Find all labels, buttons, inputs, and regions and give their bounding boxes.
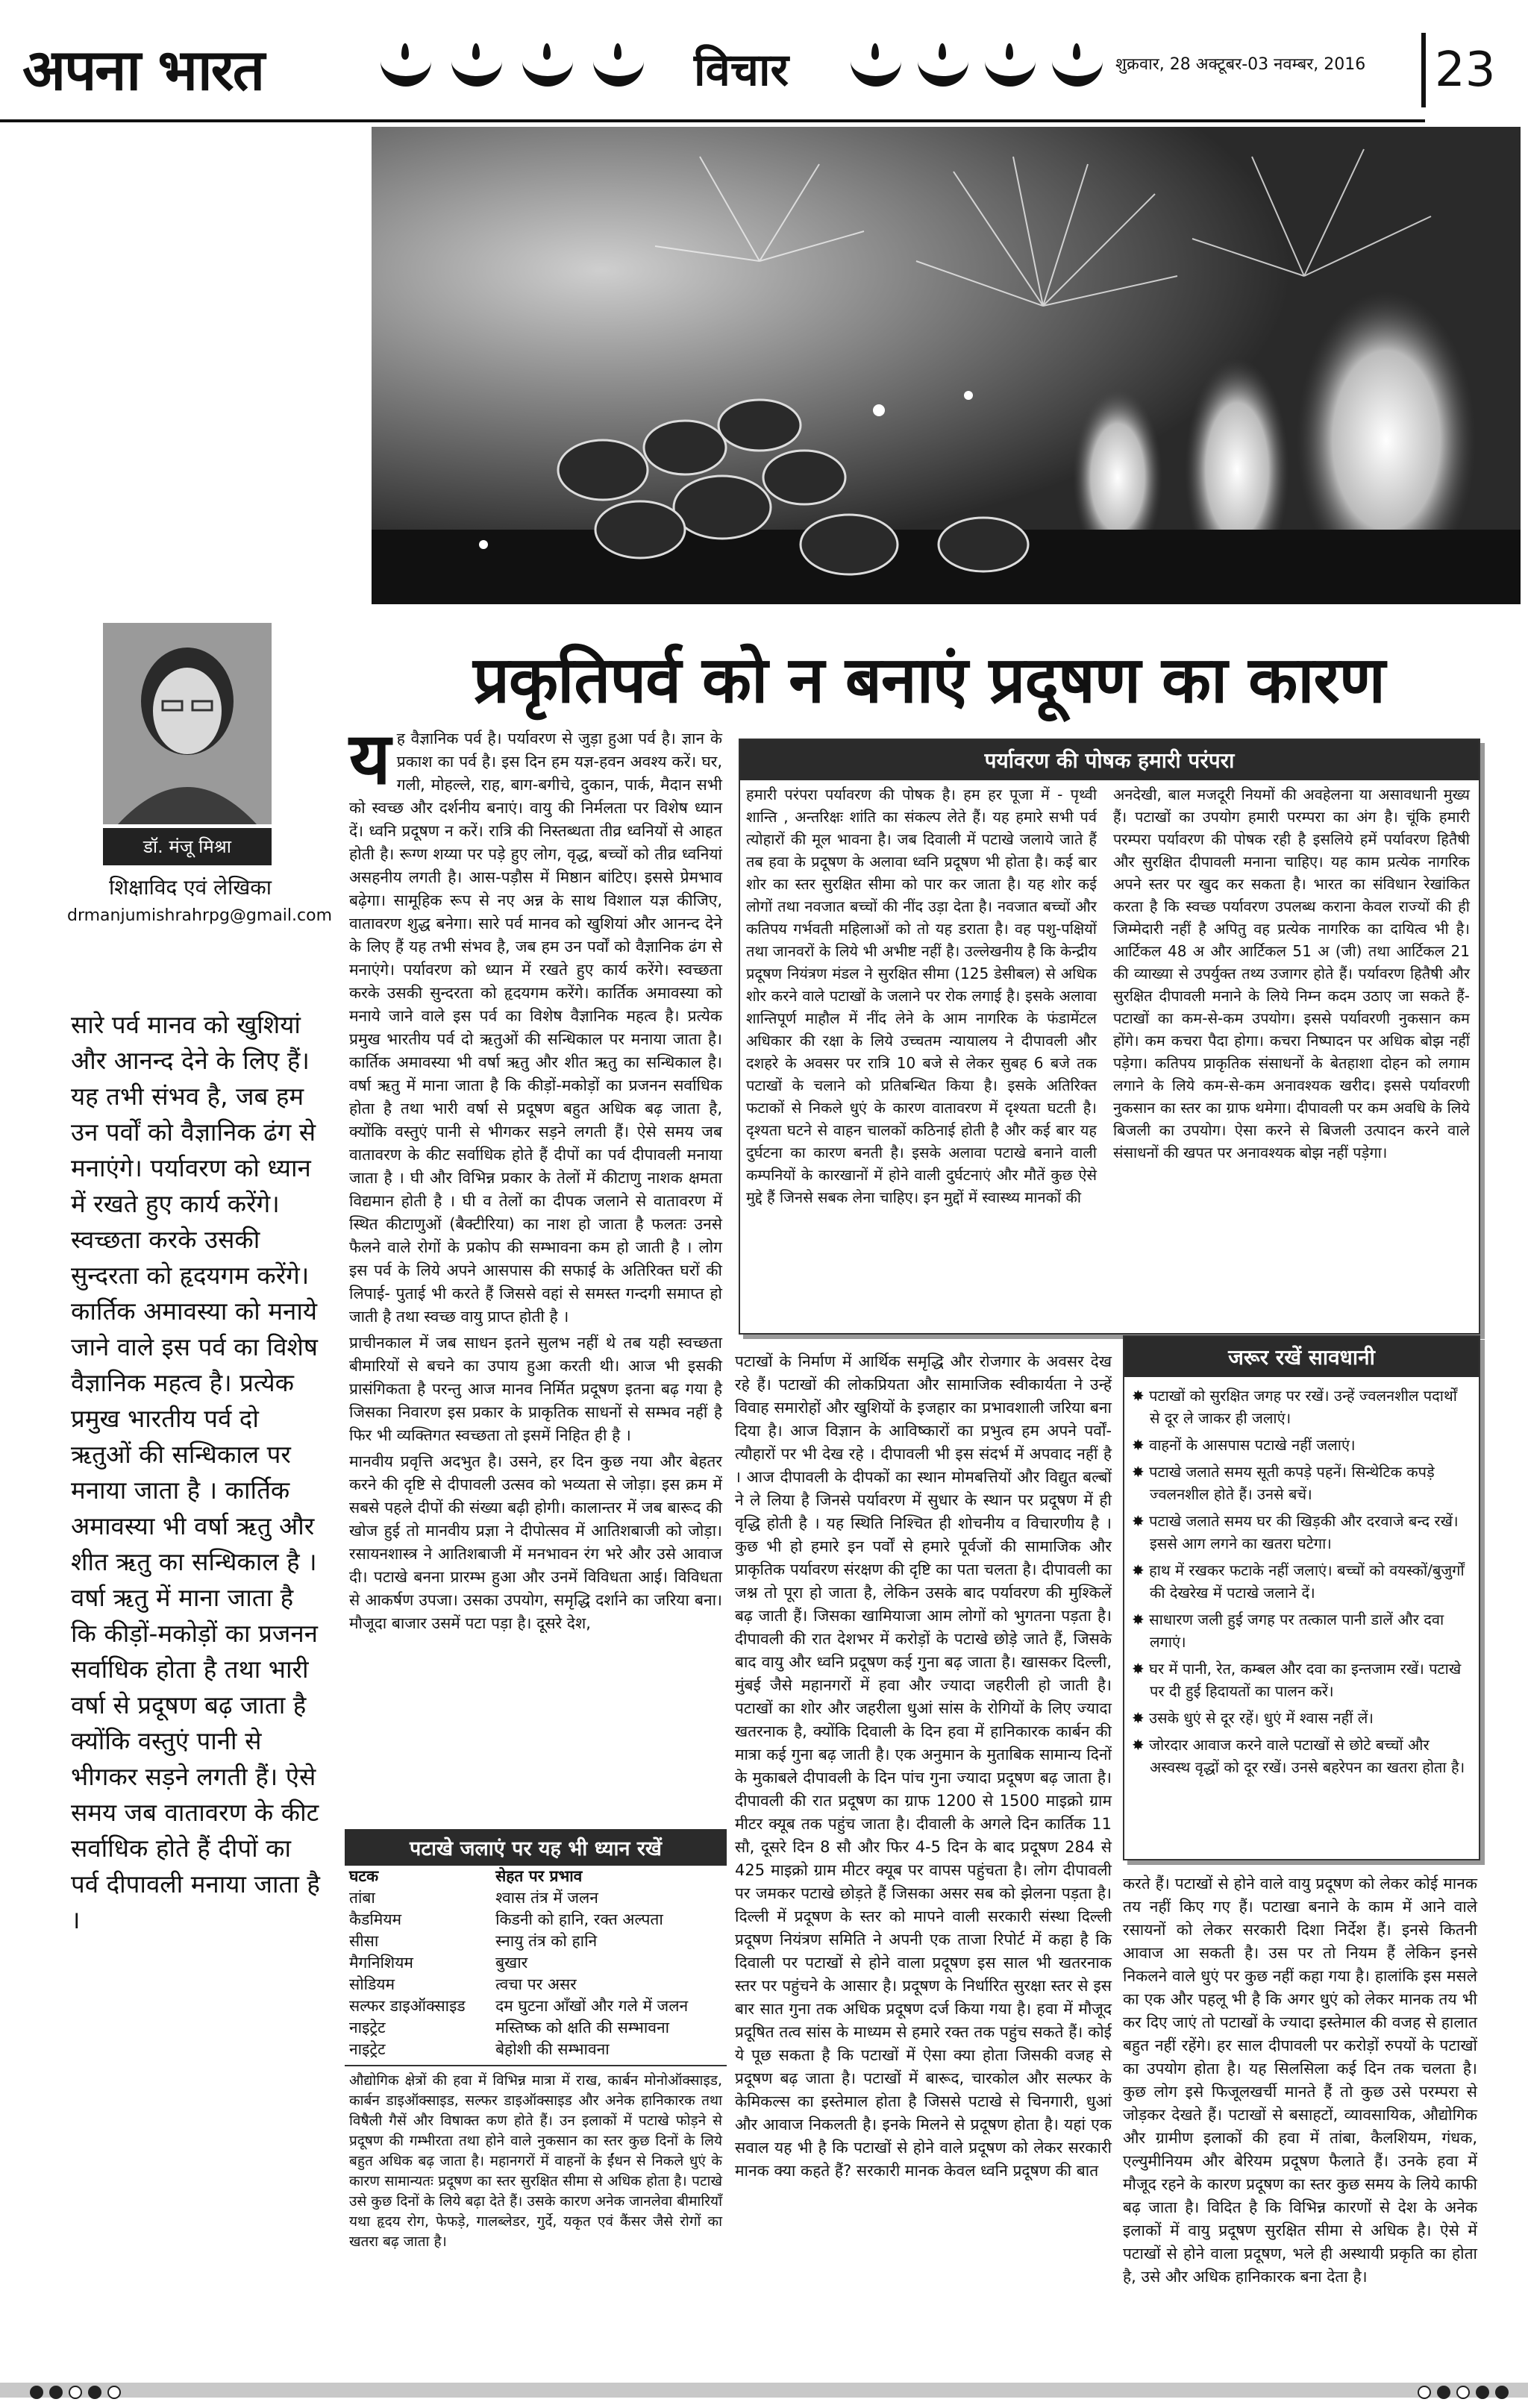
- star-bullet-icon: ✸: [1132, 1611, 1150, 1628]
- component-cell: नाइट्रेट: [349, 2019, 386, 2037]
- article-column-2: पटाखों के निर्माण में आर्थिक समृद्धि और रोजगार के अवसर देख रहे हैं। पटाखों की लोकप्रियता और सामाजिक स्वीकार्यता ने उन्हें विवाह समारोहों और खुशियों के इजहार का प्रभावशाली जरिया बना दिया है। आज विज्ञान के आविष्कारों का प्रभुत्व हम अपने पर्वों-त्यौहारों पर भी देख रहे । दीपावली भी इस संदर्भ में अपवाद नहीं है । आज दीपावली के दीपकों का स्थान मोमबत्तियों और विद्युत बल्बों ने ले लिया है जिनसे पर्यावरण में सुधार के स्थान पर प्रदूषण में ही वृद्धि होती है । यह स्थिति निश्चित ही शोचनीय व विचारणीय है । कुछ भी हो हमारे इन पर्वों से हमारे पूर्वजों की सामाजिक और प्राकृतिक पर्यावरण संरक्षण की दृष्टि का पता चलता है। दीपावली का जश्न तो पूरा हो जाता है, लेकिन उसके बाद पर्यावरण की मुश्किलें बढ़ जाती हैं। जिसका खामियाजा आम लोगों को भुगतना पड़ता है। दीपावली की रात देशभर में करोड़ों के पटाखे छोड़े जाते हैं, जिसके बाद वायु और ध्वनि प्रदूषण कई गुना बढ़ जाता है। खासकर दिल्ली, मुंबई जैसे महानगरों में हवा और ज्यादा जहरीली हो जाती है। पटाखों का शोर और जहरीला धुआं सांस के रोगियों के लिए ज्यादा खतरनाक है, क्योंकि दिवाली के दिन हवा में हानिकारक कार्बन की मात्रा कई गुना बढ़ जाती है। एक अनुमान के मुताबिक सामान्य दिनों के मुकाबले दीपावली के दिन पांच गुना ज्यादा प्रदूषण बढ़ जाता है। दीपावली की रात प्रदूषण का ग्राफ 1200 से 1500 माइक्रो ग्राम मीटर क्यूब तक पहुंच जाता है। दीवाली के अगले दिन कार्तिक 11 सौ, दूसरे दिन 8 सौ और फिर 4-5 दिन के बाद प्रदूषण 284 से 425 माइक्रो ग्राम मीटर क्यूब पर वापस पहुंचता है। लोग दीपावली पर जमकर पटाखे छोड़ते हैं जिसका असर सब को झेलना पड़ता है। दिल्ली में प्रदूषण के स्तर को मापने वाली सरकारी संस्था दिल्ली प्रदूषण नियंत्रण समिति ने अपनी एक ताजा रिपोर्ट में कहा है कि दिवाली पर पटाखों से होने वाला प्रदूषण इस साल भी खतरनाक स्तर पर पहुंचने के आसार है। प्रदूषण के निर्धारित सुरक्षा स्तर से इस बार सात गुना तक अधिक प्रदूषण दर्ज किया गया है। हवा में मौजूद प्रदूषित तत्व सांस के माध्यम से हमारे रक्त तक पहुंच सकते हैं। कोई ये पूछ सकता है कि पटाखों में ऐसा क्या होता जिसकी वजह से प्रदूषण बढ़ जाता है। पटाखों में बारूद, चारकोल और सल्फर के केमिकल्स का इस्तेमाल होता है जिससे पटाखे से चिनगारी, धुआं और आवाज निकलती है। इनके मिलने से प्रदूषण होता है। यहां एक सवाल यह भी है कि पटाखों से होने वाले प्रदूषण को लेकर सरकारी मानक क्या कहते हैं? सरकारी मानक केवल ध्वनि प्रदूषण की बात: [735, 1352, 1112, 2180]
- footer-dot: [1476, 2386, 1489, 2399]
- tip-text: हाथ में रखकर फटाके नहीं जलाएं। बच्चों को वयस्कों/बुजुर्गों की देखरेख में पटाखे जलाने दें।: [1149, 1561, 1465, 1602]
- component-cell: कैडमियम: [349, 1910, 402, 1928]
- tip-item: [1132, 1608, 1471, 1653]
- footer-dot: [1456, 2386, 1470, 2399]
- footer-dot: [69, 2386, 82, 2399]
- diya-ornament-right: [851, 43, 1119, 88]
- tip-text: जोरदार आवाज करने वाले पटाखों से छोटे बच्चों और अस्वस्थ वृद्धों को दूर रखें। उनसे बहरेपन का खतरा होता है।: [1149, 1736, 1465, 1776]
- component-cell: सल्फर डाइऑक्साइड: [349, 1997, 466, 2015]
- tip-text: वाहनों के आसपास पटाखे नहीं जलाएं।: [1149, 1436, 1356, 1454]
- table-row: [345, 1995, 727, 2017]
- toxins-box: [345, 1829, 727, 2374]
- toxins-note: औद्योगिक क्षेत्रों की हवा में विभिन्न मात्रा में राख, कार्बन मोनोऑक्साइड, कार्बन डाइऑक्साइड, सल्फर डाइऑक्साइड और अनेक हानिकारक तथा विषैली गैसें और विषाक्त कण होते हैं। उन इलाकों में पटाखे फोड़ने से प्रदूषण की गम्भीरता तथा होने वाले नुकसान का स्तर कुछ दिनों के लिये बहुत अधिक बढ़ जाता है। महानगरों में वाहनों के ईंधन से निकले धुएं के कारण सामान्यतः प्रदूषण का स्तर सुरक्षित सीमा से अधिक होता है। पटाखे उसे कुछ दिनों के लिये बढ़ा देते हैं। उसके कारण अनेक जानलेवा बीमारियाँ यथा हृदय रोग, फेफड़े, गालब्लेडर, गुर्दे, यकृत एवं कैंसर जैसे रोगों का खतरा बढ़ जाता है।: [345, 2065, 727, 2252]
- tip-item: [1132, 1510, 1471, 1555]
- author-name: डॉ. मंजू मिश्रा: [103, 828, 272, 865]
- footer-dot: [1495, 2386, 1509, 2399]
- issue-date: शुक्रवार, 28 अक्टूबर-03 नवम्बर, 2016: [1115, 55, 1366, 74]
- table-row: [345, 1909, 727, 1931]
- paragraph: प्राचीनकाल में जब साधन इतने सुलभ नहीं थे तब यही स्वच्छता बीमारियों से बचने का उपाय हुआ करती थी। आज भी इसकी प्रासंगिकता है परन्तु आज मानव निर्मित प्रदूषण इतना बढ़ गया है जिसका निवारण इस प्रकार के प्राकृतिक साधनों से सम्भव नहीं है फिर भी व्यक्तिगत स्वच्छता तो इसमें निहित ही है ।: [349, 1334, 722, 1444]
- author-portrait: [103, 623, 272, 824]
- effect-cell: स्नायु तंत्र को हानि: [495, 1932, 598, 1950]
- tip-text: पटाखे जलाते समय घर की खिड़की और दरवाजे बन्द रखें। इससे आग लगने का खतरा घटेगा।: [1149, 1512, 1459, 1552]
- col-header-effect: सेहत पर प्रभाव: [495, 1867, 583, 1885]
- component-cell: सोडियम: [349, 1975, 395, 1993]
- effect-cell: किडनी को हानि, रक्त अल्पता: [495, 1910, 663, 1928]
- toxins-table: [345, 1866, 727, 2060]
- tip-item: [1132, 1434, 1471, 1456]
- article-column-1: [349, 717, 722, 1638]
- tip-item: [1132, 1707, 1471, 1729]
- component-cell: नाइट्रेट: [349, 2040, 386, 2058]
- safety-tips-title: जरूर रखें सावधानी: [1124, 1337, 1479, 1377]
- footer-dot: [1437, 2386, 1450, 2399]
- table-row: [345, 1952, 727, 1974]
- effect-cell: बुखार: [495, 1954, 528, 1972]
- tip-text: साधारण जली हुई जगह पर तत्काल पानी डालें और दवा लगाएं।: [1149, 1611, 1444, 1651]
- author-role: शिक्षाविद एवं लेखिका: [108, 875, 272, 900]
- paragraph: मानवीय प्रवृत्ति अदभुत है। उसने, हर दिन कुछ नया और बेहतर करने की दृष्टि से दीपावली उत्सव को भव्यता से जोड़ा। इस क्रम में सबसे पहले दीपों की संख्या बढ़ी होगी। कालान्तर में जब बारूद की खोज हुई तो मानवीय प्रज्ञा ने दीपोत्सव में आतिशबाजी को जोड़ा। रसायनशास्त्र ने आतिशबाजी में मनभावन रंग भरे और उसे आवाज दी। पटाखे बनना प्रारम्भ हुआ और उनमें विविधता आई। विविधता से आकर्षण उपजा। उसका उपयोग, समृद्धि दर्शाने का जरिया बना। मौजूदा बाजार उसमें पटा पड़ा है। दूसरे देश,: [349, 1452, 722, 1632]
- masthead-rule: [0, 119, 1425, 122]
- effect-cell: दम घुटना आँखों और गले में जलन: [495, 1997, 689, 2015]
- effect-cell: मस्तिष्क को क्षति की सम्भावना: [495, 2019, 670, 2037]
- star-bullet-icon: ✸: [1132, 1387, 1150, 1405]
- star-bullet-icon: ✸: [1132, 1512, 1150, 1530]
- component-cell: मैगनिशियम: [349, 1954, 413, 1972]
- page-number: 23: [1421, 33, 1517, 107]
- footer-dot: [49, 2386, 63, 2399]
- star-bullet-icon: ✸: [1132, 1561, 1150, 1579]
- tip-text: पटाखों को सुरक्षित जगह पर रखें। उन्हें ज्वलनशील पदार्थों से दूर ले जाकर ही जलाएं।: [1149, 1387, 1457, 1427]
- table-row: [345, 1931, 727, 1952]
- tip-item: [1132, 1734, 1471, 1778]
- tradition-right-column: अनदेखी, बाल मजदूरी नियमों की अवहेलना या असावधानी मुख्य हैं। पटाखों का उपयोग हमारी परम्परा का अंग है। चूंकि हमारी परम्परा पर्यावरण की पोषक रही है इसलिये हमें पर्यावरण हितैषी और सुरक्षित दीपावली मनाना चाहिए। यह काम प्रत्येक नागरिक अपने स्तर पर खुद कर सकता है। भारत का संविधान रेखांकित करता है कि स्वच्छ पर्यावरण उपलब्ध कराना केवल राज्यों की ही जिम्मेदारी नहीं है अपितु वह प्रत्येक नागरिक का दायित्व भी है। आर्टिकल 48 अ और आर्टिकल 51 अ (जी) तथा आर्टिकल 21 की व्याख्या से उपर्युक्त तथ्य उजागर होते हैं। पर्यावरण हितैषी और सुरक्षित दीपावली मनाने के लिये निम्न कदम उठाए जा सकते हैं- पटाखों का कम-से-कम उपयोग। इससे पर्यावरणी नुकसान कम होंगे। कम कचरा पैदा होगा। कचरा निष्पादन पर अधिक बोझ नहीं पड़ेगा। कतिपय प्राकृतिक संसाधनों के बेतहाशा दोहन को लगाम लगाने के लिये कम-से-कम अनावश्यक खरीद। इससे पर्यावरणी नुकसान का स्तर का ग्राफ थमेगा। दीपावली पर कम अवधि के लिये बिजली का उपयोग। ऐसा करने से बिजली उत्पादन करने वाले संसाधनों की खपत पर अनावश्यक बोझ नहीं पड़ेगा।: [1113, 786, 1470, 1161]
- col-header-component: घटक: [349, 1867, 379, 1885]
- tradition-left-column: हमारी परंपरा पर्यावरण की पोषक है। हम हर पूजा में - पृथ्वी शान्ति , अन्तरिक्षः शांति का संकल्प लेते हैं। यह हमारे सभी पर्व त्योहारों की मूल भावना है। जब दिवाली में पटाखे जलाये जाते हैं तब हवा के प्रदूषण के अलावा ध्वनि प्रदूषण भी होता है। कई बार शोर का स्तर सुरक्षित सीमा को पार कर जाता है। यह शोर कई लोगों तथा नवजात बच्चों की नींद उड़ा देता है। नवजात बच्चों और कतिपय गर्भवती महिलाओं को तो यह डराता है। वह पशु-पक्षियों तथा जानवरों के लिये भी अभीष्ट नहीं है। उल्लेखनीय है कि केन्द्रीय प्रदूषण नियंत्रण मंडल ने सुरक्षित सीमा (125 डेसीबल) से अधिक शोर करने वाले पटाखों के जलाने पर रोक लगाई है। इसके अलावा शान्तिपूर्ण माहौल में नींद लेने के आम नागरिक के फंडामेंटल अधिकार की रक्षा के लिये उच्चतम न्यायालय ने दीपावली और दशहरे के अवसर पर रात्रि 10 बजे से लेकर सुबह 6 बजे तक पटाखों के चलाने को प्रतिबन्धित किया है। इसके अतिरिक्त फटाकों से निकले धुएं के कारण वातावरण में दृश्यता घटती है। दृश्यता घटने से वाहन चालकों कठिनाई होती है और कई बार यह दुर्घटना का कारण बनती है। इसके अलावा पटाखे बनाने वाली कम्पनियों के कारखानों में होने वाली दुर्घटनाएं और मौतें कुछ ऐसे मुद्दे हैं जिनसे सबक लेना चाहिए। इन मुद्दों में स्वास्थ्य मानकों की: [746, 786, 1097, 1206]
- table-row: [345, 2017, 727, 2039]
- effect-cell: बेहोशी की सम्भावना: [495, 2040, 610, 2058]
- footer-dot: [88, 2386, 101, 2399]
- tip-text: उसके धुएं से दूर रहें। धुएं में श्वास नहीं लें।: [1149, 1709, 1374, 1727]
- pull-quote: सारे पर्व मानव को खुशियां और आनन्द देने के लिए हैं। यह तभी संभव है, जब हम उन पर्वों को वैज्ञानिक ढंग से मनाएंगे। पर्यावरण को ध्यान में रखते हुए कार्य करेंगे। स्वच्छता करके उसकी सुन्दरता को हृदयगम करेंगे। कार्तिक अमावस्या को मनाये जाने वाले इस पर्व का विशेष वैज्ञानिक महत्व है। प्रत्येक प्रमुख भारतीय पर्व दो ऋतुओं की सन्धिकाल पर मनाया जाता है । कार्तिक अमावस्या भी वर्षा ऋतु और शीत ऋतु का सन्धिकाल है । वर्षा ऋतु में माना जाता है कि कीड़ों-मकोड़ों का प्रजनन सर्वाधिक होता है तथा भारी वर्षा से प्रदूषण बढ़ जाता है क्योंकि वस्तुएं पानी से भीगकर सड़ने लगती हैं। ऐसे समय जब वातावरण के कीट सर्वाधिक होते हैं दीपों का पर्व दीपावली मनाया जाता है ।: [71, 1010, 320, 1934]
- tip-item: [1132, 1461, 1471, 1505]
- tip-item: [1132, 1385, 1471, 1429]
- tip-text: पटाखे जलाते समय सूती कपड़े पहनें। सिन्थेटिक कपड़े ज्वलनशील होते हैं। उनसे बचें।: [1149, 1463, 1435, 1503]
- tradition-box-title: पर्यावरण की पोषक हमारी परंपरा: [740, 740, 1479, 780]
- table-row: [345, 1974, 727, 1995]
- effect-cell: त्वचा पर असर: [495, 1975, 577, 1993]
- footer-dot: [1418, 2386, 1431, 2399]
- fireworks-diyas-photo: [372, 127, 1521, 604]
- footer-dot: [30, 2386, 43, 2399]
- table-row: [345, 1887, 727, 1909]
- paragraph: ह वैज्ञानिक पर्व है। पर्यावरण से जुड़ा हुआ पर्व है। ज्ञान के प्रकाश का पर्व है। इस दिन हम यज्ञ-हवन अवश्य करें। घर, गली, मोहल्ले, राह, बाग-बगीचे, दुकान, पार्क, मैदान सभी को स्वच्छ और दर्शनीय बनाएं। वायु की निर्मलता पर विशेष ध्यान दें। ध्वनि प्रदूषण न करें। रात्रि की निस्तब्धता तीव्र ध्वनियों से आहत होती है। रूग्ण शय्या पर पड़े हुए लोग, वृद्ध, बच्चों को तीव्र ध्वनियां असहनीय लगती है। आस-पड़ौस में मिष्ठान बांटिए। इससे प्रेमभाव बढ़ेगा। सामूहिक रूप से नए अन्न के साथ विशाल यज्ञ कीजिए, वातावरण शुद्ध बनेगा। सारे पर्व मानव को खुशियां और आनन्द देने के लिए हैं यह तभी संभव है, जब हम उन पर्वों को वैज्ञानिक ढंग से मनाएंगे। पर्यावरण को ध्यान में रखते हुए कार्य करेंगे। स्वच्छता करके उसकी सुन्दरता को हृदयगम करेंगे। कार्तिक अमावस्या को मनाये जाने वाले इस पर्व का विशेष वैज्ञानिक महत्व है। प्रत्येक प्रमुख भारतीय पर्व दो ऋतुओं की सन्धिकाल पर मनाया जाता है। कार्तिक अमावस्या भी वर्षा ऋतु और शीत ऋतु का सन्धिकाल है। वर्षा ऋतु में माना जाता है कि कीड़ों-मकोड़ों का प्रजनन सर्वाधिक होता है तथा भारी वर्षा से प्रदूषण बहुत अधिक बढ़ जाता है, क्योंकि वस्तुएं पानी से भीगकर सड़ने लगती हैं। ऐसे समय जब वातावरण के कीट सर्वाधिक होते हैं दीपों का पर्व दीपावली मनाया जाता है । घी और विभिन्न प्रकार के तेलों में कीटाणु नाशक क्षमता विद्यमान होती है । घी व तेलों का दीपक जलाने से वातावरण में स्थित कीटाणुओं (बैक्टीरिया) का नाश हो जाता है फलतः उनसे फैलने वाले रोगों के प्रकोप की सम्भावना कम हो जाती है । लोग इस पर्व के लिये अपने आसपास की सफाई के अतिरिक्त घरों की लिपाई- पुताई भी करते हैं जिससे वहां से समस्त गन्दगी समाप्त हो जाती है तथा स्वच्छ वायु प्राप्त होती है ।: [349, 730, 722, 1326]
- star-bullet-icon: ✸: [1132, 1736, 1150, 1754]
- safety-tips-list: [1130, 1385, 1471, 1778]
- star-bullet-icon: ✸: [1132, 1436, 1150, 1454]
- component-cell: सीसा: [349, 1932, 379, 1950]
- diya-ornament-left: [381, 43, 679, 88]
- article-column-3: करते हैं। पटाखों से होने वाले वायु प्रदूषण को लेकर कोई मानक तय नहीं किए गए हैं। पटाखा बनाने के काम में आने वाले रसायनों को लेकर सरकारी दिशा निर्देश हैं। इनसे कितनी आवाज आ सकती है। उस पर तो नियम हैं लेकिन इनसे निकलने वाले धुएं पर कुछ नहीं कहा गया है। हालांकि इस मसले का एक और पहलू भी है कि अगर धुएं को लेकर मानक तय भी कर दिए जाएं तो पटाखों के ज्यादा इस्तेमाल की वजह से हालात बहुत नहीं रहेंगे। हर साल दीपावली पर करोड़ों रुपयों के पटाखों का उपयोग होता है। यह सिलसिला कई दिन तक चलता है। कुछ लोग इसे फिजूलखर्ची मानते हैं तो कुछ उसे परम्परा से जोड़कर देखते हैं। पटाखों से बसाहटों, व्यावसायिक, औद्योगिक और ग्रामीण इलाकों की हवा में तांबा, कैलशियम, गंधक, एल्युमीनियम और बेरियम प्रदूषण फैलाते हैं। उनके हवा में मौजूद रहने के कारण प्रदूषण का स्तर कुछ समय के लिये काफी बढ़ जाता है। विदित है कि विभिन्न कारणों से देश के अनेक इलाकों में वायु प्रदूषण सुरक्षित सीमा से अधिक है। ऐसे में पटाखों से होने वाला प्रदूषण, भले ही अस्थायी प्रकृति का होता है, उसे और अधिक हानिकारक बना देता है।: [1123, 1875, 1477, 2286]
- section-title: विचार: [694, 44, 789, 96]
- tip-item: [1132, 1559, 1471, 1604]
- table-row: [345, 2039, 727, 2060]
- star-bullet-icon: ✸: [1132, 1709, 1150, 1727]
- tip-item: [1132, 1658, 1471, 1702]
- footer-bar: [0, 2383, 1528, 2398]
- drop-cap: य: [349, 717, 391, 800]
- star-bullet-icon: ✸: [1132, 1660, 1150, 1678]
- author-email[interactable]: drmanjumishrahrpg@gmail.com: [67, 906, 333, 925]
- safety-tips-box: [1123, 1335, 1480, 1860]
- star-bullet-icon: ✸: [1132, 1463, 1150, 1481]
- component-cell: तांबा: [349, 1889, 375, 1907]
- effect-cell: श्वास तंत्र में जलन: [495, 1889, 598, 1907]
- tip-text: घर में पानी, रेत, कम्बल और दवा का इन्तजाम रखें। पटाखे पर दी हुई हिदायतों का पालन करें।: [1149, 1660, 1462, 1700]
- tradition-box: [739, 739, 1480, 1335]
- toxins-box-title: पटाखे जलाएं पर यह भी ध्यान रखें: [345, 1829, 727, 1866]
- masthead-brand: अपना भारत: [22, 37, 264, 103]
- article-headline: प्रकृतिपर्व को न बनाएं प्रदूषण का कारण: [473, 642, 1385, 718]
- footer-dot: [107, 2386, 121, 2399]
